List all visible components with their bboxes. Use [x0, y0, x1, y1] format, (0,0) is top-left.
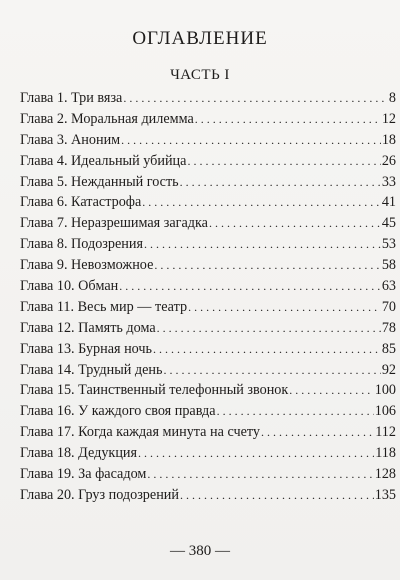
toc-entry-page: 85 [381, 340, 396, 357]
toc-entry [20, 464, 396, 485]
toc-entry-page: 12 [381, 110, 396, 127]
toc-entry-title: Глава 2. Моральная дилемма [20, 110, 194, 127]
toc-entry-page: 18 [381, 131, 396, 148]
toc-entry-page: 58 [381, 257, 396, 274]
toc-entry-title: Глава 19. За фасадом [20, 466, 147, 483]
table-of-contents [20, 88, 396, 506]
toc-entry [20, 130, 396, 151]
toc-entry-page: 41 [381, 194, 396, 211]
toc-entry-title: Глава 14. Трудный день [20, 361, 163, 378]
toc-entry-title: Глава 7. Неразрешимая загадка [20, 215, 208, 232]
toc-entry-title: Глава 18. Дедукция [20, 445, 138, 462]
toc-entry-title: Глава 3. Аноним [20, 131, 121, 148]
toc-leader-dots [217, 401, 374, 422]
toc-entry-page: 63 [381, 278, 396, 295]
toc-entry [20, 151, 396, 172]
toc-entry [20, 297, 396, 318]
toc-entry-title: Глава 8. Подозрения [20, 236, 144, 253]
toc-leader-dots [188, 297, 381, 318]
toc-leader-dots [209, 213, 381, 234]
toc-leader-dots [121, 130, 381, 151]
toc-entry-title: Глава 11. Весь мир — театр [20, 298, 188, 315]
toc-entry-page: 135 [374, 486, 396, 503]
toc-leader-dots [187, 151, 380, 172]
toc-leader-dots [142, 192, 381, 213]
toc-entry-page: 70 [381, 298, 396, 315]
toc-leader-dots [147, 464, 373, 485]
toc-entry [20, 88, 396, 109]
toc-entry-title: Глава 4. Идеальный убийца [20, 152, 187, 169]
toc-entry [20, 255, 396, 276]
toc-leader-dots [195, 109, 381, 130]
toc-leader-dots [289, 380, 373, 401]
toc-leader-dots [119, 276, 381, 297]
toc-entry-page: 118 [375, 445, 396, 462]
toc-entry-title: Глава 1. Три вяза [20, 90, 123, 106]
toc-entry-page: 128 [374, 466, 396, 483]
toc-entry-title: Глава 13. Бурная ночь [20, 340, 153, 357]
toc-entry-title: Глава 10. Обман [20, 278, 119, 295]
toc-entry-page: 33 [381, 173, 396, 190]
toc-leader-dots [153, 339, 381, 360]
toc-entry [20, 172, 396, 193]
page-number: — 380 — [170, 543, 230, 559]
toc-entry [20, 443, 396, 464]
page-title: ОГЛАВЛЕНИЕ [132, 28, 268, 49]
toc-entry [20, 276, 396, 297]
toc-entry [20, 339, 396, 360]
toc-entry [20, 380, 396, 401]
toc-leader-dots [261, 422, 374, 443]
part-heading: ЧАСТЬ I [170, 67, 230, 83]
toc-entry [20, 360, 396, 381]
toc-entry [20, 485, 396, 506]
toc-leader-dots [180, 485, 374, 506]
toc-entry-page: 53 [381, 236, 396, 253]
toc-leader-dots [163, 360, 380, 381]
toc-entry [20, 213, 396, 234]
toc-entry-page: 92 [381, 361, 396, 378]
toc-entry-page: 26 [381, 152, 396, 169]
toc-entry-title: Глава 6. Катастрофа [20, 194, 142, 211]
toc-entry-title: Глава 17. Когда каждая минута на счету [20, 424, 261, 441]
toc-entry [20, 401, 396, 422]
toc-entry-title: Глава 15. Таинственный телефонный звонок [20, 382, 289, 399]
toc-entry-page: 78 [381, 319, 396, 336]
toc-entry-page: 8 [388, 90, 396, 106]
toc-leader-dots [144, 234, 381, 255]
toc-entry-page: 106 [374, 403, 396, 420]
toc-entry-page: 112 [375, 424, 396, 441]
toc-leader-dots [157, 318, 381, 339]
toc-entry [20, 234, 396, 255]
toc-entry-title: Глава 5. Нежданный гость [20, 173, 179, 190]
toc-entry [20, 192, 396, 213]
toc-entry-title: Глава 20. Груз подозрений [20, 486, 179, 503]
toc-leader-dots [138, 443, 374, 464]
toc-entry [20, 318, 396, 339]
toc-entry [20, 422, 396, 443]
toc-entry-page: 45 [381, 215, 396, 232]
toc-entry-title: Глава 9. Невозможное [20, 257, 154, 274]
toc-entry-title: Глава 12. Память дома [20, 319, 156, 336]
toc-entry-page: 100 [374, 382, 396, 399]
toc-entry [20, 109, 396, 130]
toc-leader-dots [154, 255, 380, 276]
toc-leader-dots [123, 88, 385, 109]
toc-entry-title: Глава 16. У каждого своя правда [20, 403, 216, 420]
toc-leader-dots [180, 172, 381, 193]
